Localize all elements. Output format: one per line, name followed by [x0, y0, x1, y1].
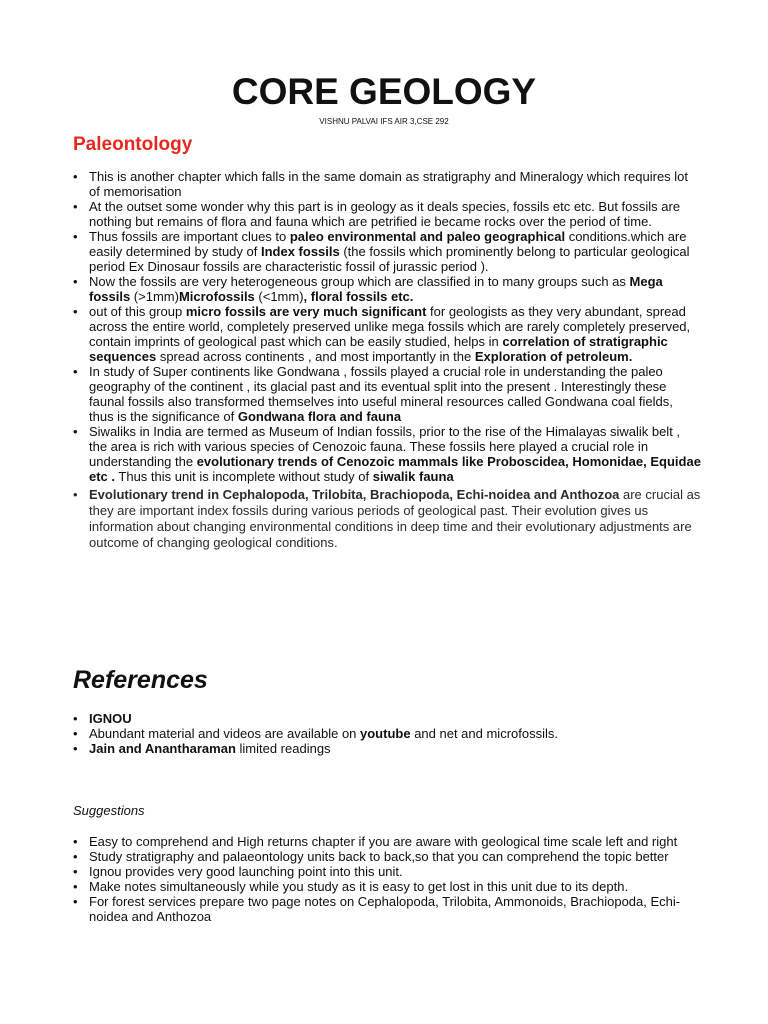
- reference-item: [73, 741, 701, 756]
- text-run: out of this group: [89, 304, 186, 319]
- author-line: VISHNU PALVAI IFS AIR 3,CSE 292: [319, 117, 449, 126]
- text-run: Siwaliks in India are termed as Museum of Indian fossils, prior to the rise of the Himalayas siwalik belt , the area is rich with various species of Cenozoic fauna. These fossils here played a crucial role in understanding the: [89, 424, 681, 469]
- suggestion-item: [73, 849, 701, 864]
- text-run: For forest services prepare two page notes on Cephalopoda, Trilobita, Ammonoids, Brachiopoda, Echi-noidea and Anthozoa: [89, 894, 681, 924]
- bullet-item: [73, 304, 701, 364]
- section-heading-paleontology: Paleontology: [73, 134, 193, 155]
- bold-text: Gondwana flora and fauna: [237, 409, 402, 424]
- suggestion-item: [73, 879, 701, 894]
- text-run: At the outset some wonder why this part is in geology as it deals species, fossils etc etc. But fossils are nothing but remains of flora and fauna which are petrified ie became rocks over the period of time.: [89, 199, 681, 229]
- text-run: spread across continents , and most importantly in the: [156, 349, 475, 364]
- bullet-item: [73, 424, 701, 484]
- text-run: (<1mm): [254, 289, 304, 304]
- text-run: and net and microfossils.: [410, 726, 558, 741]
- bullet-item: [73, 364, 701, 424]
- bold-text: correlation of stratigraphic sequences: [89, 334, 668, 364]
- text-run: Easy to comprehend and High returns chapter if you are aware with geological time scale left and right: [89, 834, 678, 849]
- text-run: Now the fossils are very heterogeneous group which are classified in to many groups such as: [89, 274, 630, 289]
- suggestion-item: [73, 894, 701, 924]
- bold-text: Microfossils: [178, 289, 255, 304]
- text-run: Make notes simultaneously while you study as it is easy to get lost in this unit due to its depth.: [89, 879, 629, 894]
- text-run: (>1mm): [130, 289, 179, 304]
- text-run: conditions.which are easily determined by study of: [89, 229, 687, 259]
- text-run: Ignou provides very good launching point into this unit.: [89, 864, 403, 879]
- bold-text: Exploration of petroleum.: [474, 349, 633, 364]
- text-run: (the fossils which prominently belong to particular geological period Ex Dinosaur fossils are characteristic fossil of jurassic period ).: [89, 244, 690, 274]
- text-run: Thus fossils are important clues to: [89, 229, 290, 244]
- bold-text: evolutionary trends of Cenozoic mammals like Proboscidea, Homonidae, Equidae etc .: [89, 454, 701, 484]
- suggestions-heading: Suggestions: [73, 803, 145, 818]
- paleontology-bullet-list: [73, 169, 701, 551]
- text-run: In study of Super continents like Gondwana , fossils played a crucial role in understanding the paleo geography of the continent , its glacial past and its eventual split into the present . Interestingly these faunal fossils also transformed themselves into useful mineral resources called Gondwana coal fields, thus is the significance of: [89, 364, 673, 424]
- bold-text: youtube: [360, 726, 411, 741]
- text-run: for geologists as they very abundant, spread across the entire world, completely preserved unlike mega fossils which are rarely completely preserved, contain imprints of geological past which can be easily studied, helps in: [89, 304, 691, 349]
- bullet-item: [73, 199, 701, 229]
- text-run: are crucial as they are important index fossils during various periods of geological past. Their evolution gives us information about changing environmental conditions in deep time and their evolutionary adjustments are outcome of changing geological conditions.: [89, 487, 701, 550]
- bold-text: Jain and Anantharaman: [89, 741, 236, 756]
- bullet-item: [73, 487, 701, 551]
- bold-text: Index fossils: [260, 244, 340, 259]
- bold-text: siwalik fauna: [372, 469, 454, 484]
- suggestions-list: [73, 834, 701, 924]
- references-list: [73, 711, 701, 756]
- bold-text: , floral fossils etc.: [303, 289, 414, 304]
- page-title: CORE GEOLOGY: [231, 71, 537, 112]
- text-run: limited readings: [235, 741, 331, 756]
- text-run: Study stratigraphy and palaeontology units back to back,so that you can comprehend the topic better: [89, 849, 669, 864]
- bullet-item: [73, 229, 701, 274]
- text-run: Thus this unit is incomplete without study of: [115, 469, 373, 484]
- reference-item: [73, 726, 701, 741]
- reference-item: [73, 711, 701, 726]
- bold-text: Evolutionary trend in Cephalopoda, Trilobita, Brachiopoda, Echi-noidea and Anthozoa: [89, 487, 620, 502]
- bold-text: micro fossils are very much significant: [185, 304, 427, 319]
- text-run: Abundant material and videos are available on: [89, 726, 361, 741]
- bullet-item: [73, 169, 701, 199]
- references-heading: References: [73, 666, 208, 694]
- suggestion-item: [73, 834, 701, 849]
- suggestion-item: [73, 864, 701, 879]
- bold-text: IGNOU: [89, 711, 132, 726]
- bullet-item: [73, 274, 701, 304]
- bold-text: Mega fossils: [89, 274, 663, 304]
- bold-text: paleo environmental and paleo geographical: [289, 229, 566, 244]
- text-run: This is another chapter which falls in the same domain as stratigraphy and Mineralogy which requires lot of memorisation: [89, 169, 689, 199]
